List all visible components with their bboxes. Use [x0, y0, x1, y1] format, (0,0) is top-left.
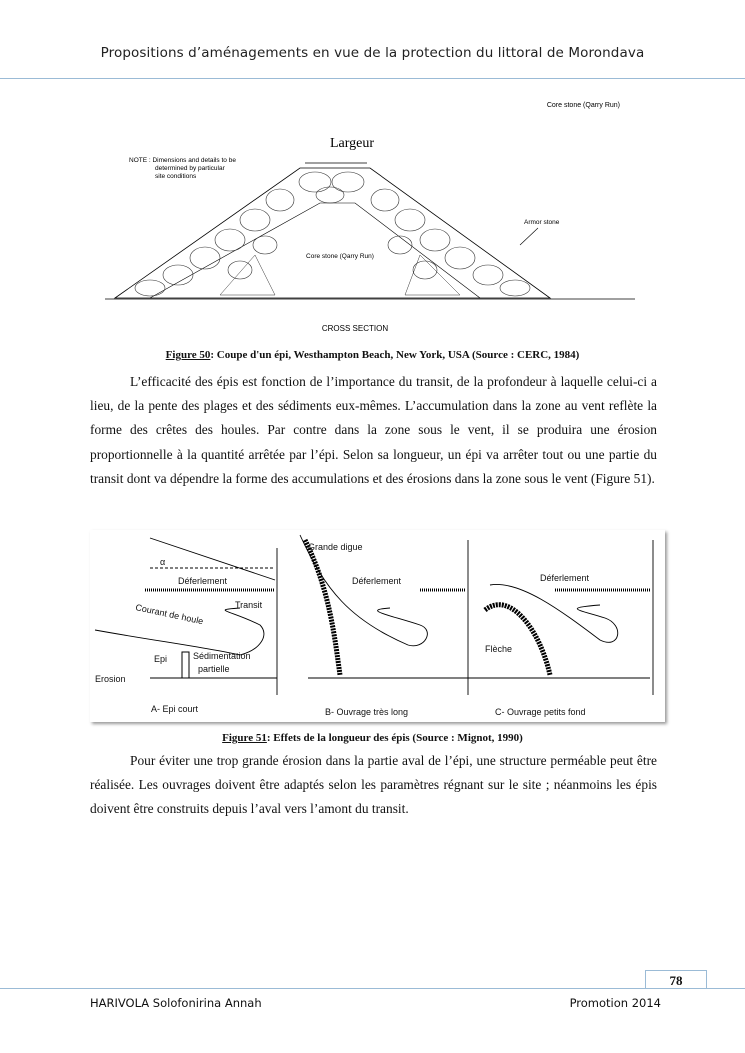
figure-51-caption: [0, 732, 745, 744]
footer-author: HARIVOLA Solofonirina Annah: [90, 996, 262, 1010]
fleche-label: Flèche: [485, 644, 513, 654]
epi-label: Epi: [154, 654, 168, 664]
largeur-label: Largeur: [329, 136, 375, 151]
sedimentation-label: Sédimentation: [193, 651, 251, 661]
deferlement-a-label: Déferlement: [178, 576, 228, 586]
deferlement-b-label: Déferlement: [352, 576, 402, 586]
note-line-1: NOTE : Dimensions and details to be: [129, 157, 236, 164]
note-line-3: site conditions: [155, 173, 197, 180]
paragraph-1-text: L’efficacité des épis est fonction de l’importance du transit, de la profondeur à laquelle celui-ci a lieu, de la pente des plages et des sédiments eux-mêmes. L’accumulation dans la zone au vent reflète la forme des crêtes des houles. Par contre dans la zone sous le vent, il se produira une érosion proportionnelle à la quantité arrêtée par l’épi. Selon sa longueur, un épi va arrêter tout ou une partie du transit dont va dépendre la forme des accumulations et des érosions dans la zone sous le vent (Figure 51).: [90, 374, 657, 486]
panel-c-label: C- Ouvrage petits fond: [495, 707, 586, 717]
paragraph-2: [90, 749, 657, 822]
partielle-label: partielle: [198, 664, 230, 674]
core-stone-top-label: Core stone (Qarry Run): [546, 102, 620, 109]
footer-rule: [0, 988, 745, 989]
transit-label: Transit: [235, 600, 263, 610]
deferlement-c-label: Déferlement: [540, 573, 590, 583]
paragraph-1: [90, 370, 657, 491]
page-number: 78: [645, 970, 707, 989]
erosion-label: Erosion: [95, 674, 126, 684]
alpha-label: α: [160, 557, 166, 567]
caption-text: : Coupe d'un épi, Westhampton Beach, New York, USA (Source : CERC, 1984): [210, 349, 580, 361]
core-stone-center-label: Core stone (Qarry Run): [306, 253, 374, 260]
caption-number: Figure 50: [165, 349, 211, 361]
courant-label: Courant de houle: [134, 602, 205, 627]
note-line-2: determined by particular: [155, 165, 225, 172]
caption-text: : Effets de la longueur des épis (Source : Mignot, 1990): [266, 732, 523, 744]
figure-50-caption: [0, 349, 745, 361]
figure-51-groin-effects: [90, 530, 665, 722]
cross-section-label: CROSS SECTION: [321, 324, 389, 333]
panel-b-label: B- Ouvrage très long: [325, 707, 409, 717]
header-rule: [0, 78, 745, 79]
running-header: Propositions d’aménagements en vue de la protection du littoral de Morondava: [100, 45, 645, 61]
figure-50-cross-section: [90, 90, 650, 340]
armor-stone-label: Armor stone: [524, 219, 560, 226]
grande-digue-label: Grande digue: [308, 542, 363, 552]
paragraph-2-text: Pour éviter une trop grande érosion dans la partie aval de l’épi, une structure perméable peut être réalisée. Les ouvrages doivent être adaptés selon les paramètres régnant sur le site ; néanmoins les épis doivent être construits depuis l’aval vers l’amont du transit.: [90, 753, 657, 817]
caption-number: Figure 51: [222, 732, 267, 744]
panel-a-label: A- Epi court: [151, 704, 199, 714]
footer-promotion: Promotion 2014: [569, 996, 661, 1010]
